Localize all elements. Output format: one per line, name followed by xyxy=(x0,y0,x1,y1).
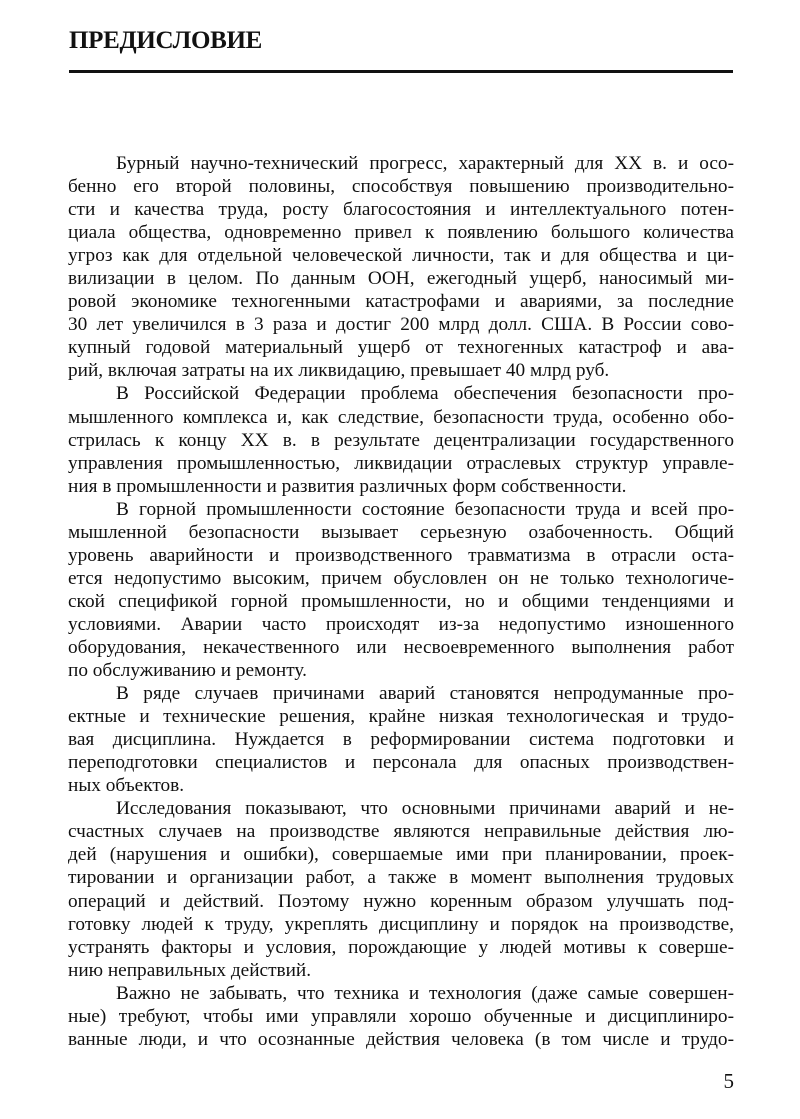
text-line: уровень аварийности и производственного травматизма в отрасли оста- xyxy=(68,544,734,566)
body-text xyxy=(68,152,734,1051)
text-line: Бурный научно-технический прогресс, характерный для XX в. и осо- xyxy=(116,153,734,174)
text-line: Исследования показывают, что основными причинами аварий и не- xyxy=(116,798,734,820)
paragraph-6 xyxy=(68,982,734,1051)
text-line: рий, включая затраты на их ликвидацию, превышает 40 млрд руб. xyxy=(68,360,610,382)
heading-rule xyxy=(69,70,733,73)
text-line: устранять факторы и условия, порождающие у людей мотивы к соверше- xyxy=(68,936,734,958)
text-line: ных объектов. xyxy=(68,775,185,797)
text-line: тировании и организации работ, а также в момент выполнения трудовых xyxy=(68,867,734,889)
text-line: условиями. Аварии часто происходят из-за недопустимо изношенного xyxy=(68,613,734,635)
text-line: бенно его второй половины, способствуя повышению производительно- xyxy=(68,176,734,198)
text-line: Важно не забывать, что техника и технология (даже самые совершен- xyxy=(116,982,734,1004)
text-line: по обслуживанию и ремонту. xyxy=(68,660,307,682)
text-line: вилизации в целом. По данным ООН, ежегодный ущерб, наносимый ми- xyxy=(68,268,734,290)
page-heading: ПРЕДИСЛОВИЕ xyxy=(69,27,263,54)
text-line: управления промышленностью, ликвидации отраслевых структур управле- xyxy=(68,452,734,474)
text-line: готовку людей к труду, укреплять дисциплину и порядок на производстве, xyxy=(68,913,734,935)
text-line: ской спецификой горной промышленности, но и общими тенденциями и xyxy=(68,590,734,612)
text-line: В Российской Федерации проблема обеспечения безопасности про- xyxy=(116,383,734,405)
text-line: В горной промышленности состояние безопасности труда и всей про- xyxy=(116,498,734,520)
text-line: вая дисциплина. Нуждается в реформировании система подготовки и xyxy=(68,729,734,751)
paragraph-3 xyxy=(68,498,734,682)
text-line: счастных случаев на производстве являются неправильные действия лю- xyxy=(68,821,734,843)
text-line: 30 лет увеличился в 3 раза и достиг 200 млрд долл. США. В России сово- xyxy=(68,314,734,336)
paragraph-2 xyxy=(68,382,734,497)
text-line: ния в промышленности и развития различных форм собственности. xyxy=(68,475,627,497)
text-line: угроз как для отдельной человеческой личности, так и для общества и ци- xyxy=(68,245,734,267)
text-line: нию неправильных действий. xyxy=(68,959,312,981)
text-line: В ряде случаев причинами аварий становятся непродуманные про- xyxy=(116,683,734,705)
paragraph-1 xyxy=(68,152,734,382)
text-line: купный годовой материальный ущерб от техногенных катастроф и ава- xyxy=(68,337,734,359)
text-line: сти и качества труда, росту благосостояния и интеллектуального потен- xyxy=(68,199,734,221)
paragraph-5 xyxy=(68,797,734,981)
text-line: ванные люди, и что осознанные действия человека (в том числе и трудо- xyxy=(68,1028,734,1050)
text-line: переподготовки специалистов и персонала для опасных производствен- xyxy=(68,752,734,774)
text-line: ровой экономике техногенными катастрофами и авариями, за последние xyxy=(68,291,734,313)
text-line: ется недопустимо высоким, причем обусловлен он не только технологиче- xyxy=(68,567,734,589)
text-line: циала общества, одновременно привел к появлению большого количества xyxy=(68,222,734,244)
page-number: 5 xyxy=(723,1069,734,1093)
text-line: дей (нарушения и ошибки), совершаемые ими при планировании, проек- xyxy=(68,844,734,866)
text-line: операций и действий. Поэтому нужно коренным образом улучшать под- xyxy=(68,890,734,912)
text-line: стрилась к концу XX в. в результате децентрализации государственного xyxy=(68,429,734,451)
text-line: ектные и технические решения, крайне низкая технологическая и трудо- xyxy=(68,706,734,728)
paragraph-4 xyxy=(68,682,734,797)
text-line: оборудования, некачественного или несвоевременного выполнения работ xyxy=(68,636,734,658)
text-line: мышленной безопасности вызывает серьезную озабоченность. Общий xyxy=(68,521,734,543)
text-line: ные) требуют, чтобы ими управляли хорошо обученные и дисциплиниро- xyxy=(68,1005,734,1027)
text-line: мышленного комплекса и, как следствие, безопасности труда, особенно обо- xyxy=(68,406,734,428)
